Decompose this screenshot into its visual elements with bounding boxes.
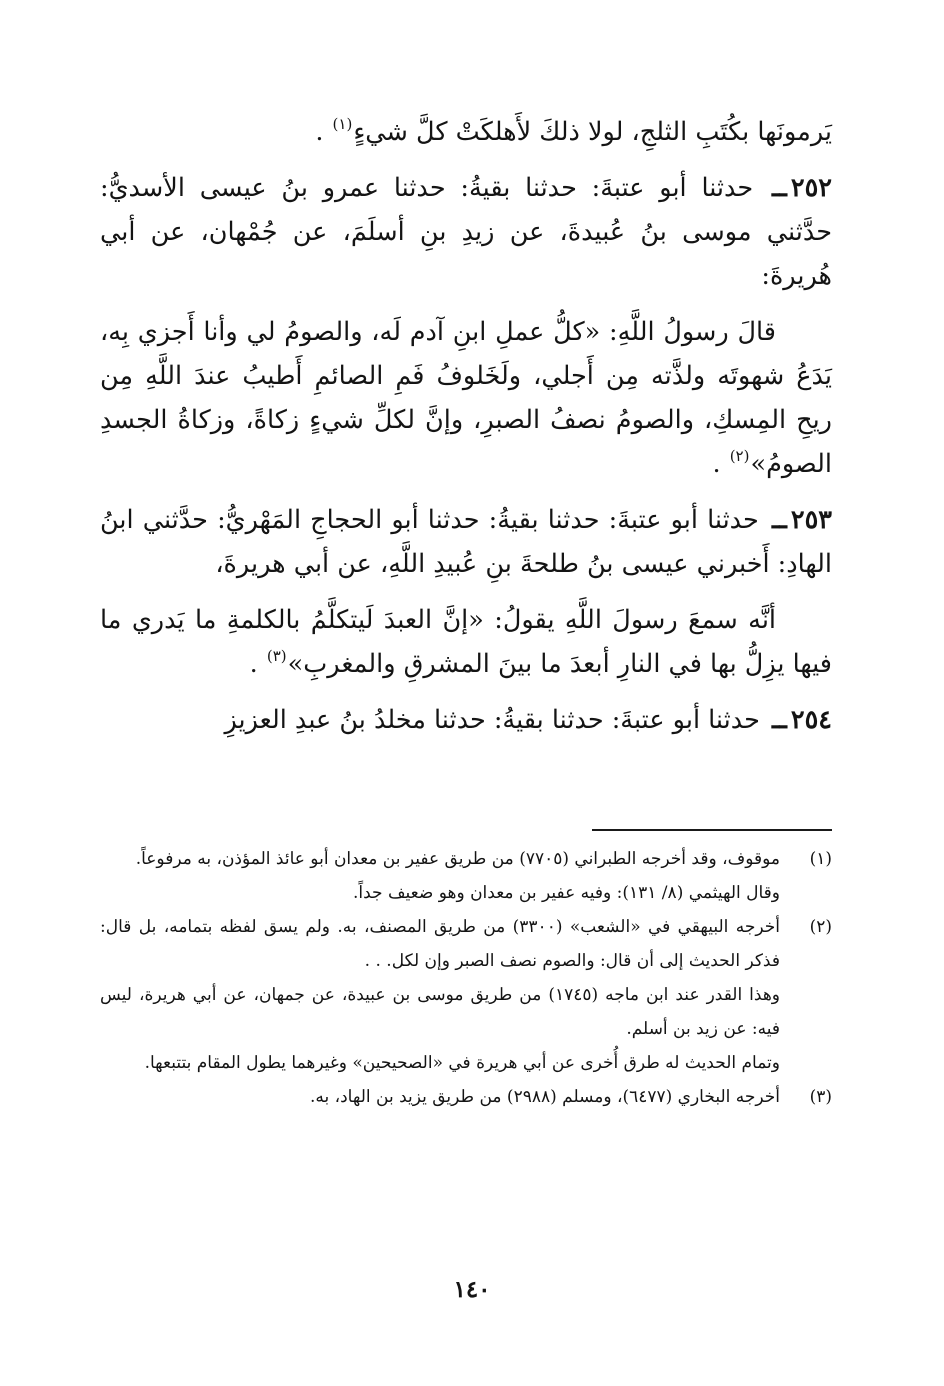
hadith-252	[100, 166, 832, 298]
paragraph-continuation	[100, 110, 832, 154]
footnote-marker: (١)	[332, 114, 353, 133]
footnote-body	[100, 1080, 780, 1114]
footnote-marker: (٣)	[266, 646, 287, 665]
footnote-paragraph: وهذا القدر عند ابن ماجه (١٧٤٥) من طريق موسى بن عبيدة، عن جمهان، عن أبي هريرة، ليس فيه: عن زيد بن أسلم.	[100, 985, 781, 1039]
matn-252	[100, 310, 832, 486]
matn-text: أنَّه سمعَ رسولَ اللَّهِ يقولُ: «إنَّ العبدَ لَيتكلَّمُ بالكلمةِ ما يَدري ما فيها يزِلُّ بها في النارِ أبعدَ ما بينَ المشرقِ والمغربِ»	[100, 605, 832, 679]
footnote-number: (٢)	[809, 917, 832, 937]
matn-text: قالَ رسولُ اللَّهِ: «كلُّ عملِ ابنِ آدم لَه، والصومُ لي وأنا أَجزي بِه، يَدَعُ شهوتَه ولذَّته مِن أَجلي، ولَخَلوفُ فَمِ الصائمِ أَطيبُ عندَ اللَّهِ مِن ريحِ المِسكِ، والصومُ نصفُ الصبرِ، وإنَّ لكلِّ شيءٍ زكاةً، وزكاةُ الجسدِ الصومُ»	[100, 317, 832, 479]
footnote-number: (١)	[809, 849, 832, 869]
main-text	[100, 110, 832, 754]
paragraph-end: .	[712, 449, 729, 479]
paragraph-end: .	[315, 117, 332, 147]
hadith-number: ٢٥٢	[790, 173, 832, 203]
footnote-paragraph: وتمام الحديث له طرق أُخرى عن أبي هريرة في «الصحيحين» وغيرهما يطول المقام بتتبعها.	[144, 1053, 780, 1073]
footnote-paragraph: وقال الهيثمي (٨/ ١٣١): وفيه عفير بن معدان وهو ضعيف جداً.	[352, 883, 780, 903]
footnote-marker: (٢)	[729, 446, 750, 465]
page-number: ١٤٠	[453, 1276, 491, 1303]
hadith-number: ٢٥٤	[790, 705, 832, 735]
paragraph-text: يَرمونَها بكُتَبِ الثلجِ، لولا ذلكَ لأَهلكَتْ كلَّ شيءٍ	[353, 117, 832, 147]
footnote-2	[100, 910, 832, 1080]
hadith-dash: ــ	[771, 505, 787, 535]
footnote-body	[100, 910, 780, 1080]
hadith-number: ٢٥٣	[790, 505, 832, 535]
isnad-text: حدثنا أبو عتبةَ: حدثنا بقيةُ: حدثنا أبو الحجاجِ المَهْريُّ: حدَّثني ابنُ الهادِ: أَخبرني عيسى بنُ طلحةَ بنِ عُبيدِ اللَّهِ، عن أبي هريرةَ،	[100, 505, 832, 579]
paragraph-end: .	[249, 649, 266, 679]
isnad-text: حدثنا أبو عتبةَ: حدثنا بقيةُ: حدثنا مخلدُ بنُ عبدِ العزيزِ	[224, 705, 760, 735]
hadith-253	[100, 498, 832, 586]
footnotes	[100, 842, 832, 1114]
hadith-dash: ــ	[771, 705, 787, 735]
footnote-paragraph: أخرجه البخاري (٦٤٧٧)، ومسلم (٢٩٨٨) من طريق يزيد بن الهاد، به.	[309, 1087, 780, 1107]
footnote-body	[100, 842, 780, 910]
footnote-paragraph: أخرجه البيهقي في «الشعب» (٣٣٠٠) من طريق المصنف، به. ولم يسق لفظه بتمامه، بل قال: فذكر الحديث إلى أن قال: والصوم نصف الصبر وإن لكل. . .	[100, 917, 780, 971]
footnote-1	[100, 842, 832, 910]
footnote-separator	[592, 829, 832, 831]
isnad-text: حدثنا أبو عتبةَ: حدثنا بقيةُ: حدثنا عمرو بنُ عيسى الأسديُّ: حدَّثني موسى بنُ عُبيدةَ، عن زيدِ بنِ أسلَمَ، عن جُمْهان، عن أبي هُريرةَ:	[100, 173, 832, 291]
footnote-paragraph: موقوف، وقد أخرجه الطبراني (٧٧٠٥) من طريق عفير بن معدان أبو عائذ المؤذن، به مرفوعاً.	[135, 849, 780, 869]
footnote-number: (٣)	[809, 1087, 832, 1107]
hadith-dash: ــ	[771, 173, 787, 203]
footnote-3	[100, 1080, 832, 1114]
hadith-254	[100, 698, 832, 742]
matn-253	[100, 598, 832, 686]
